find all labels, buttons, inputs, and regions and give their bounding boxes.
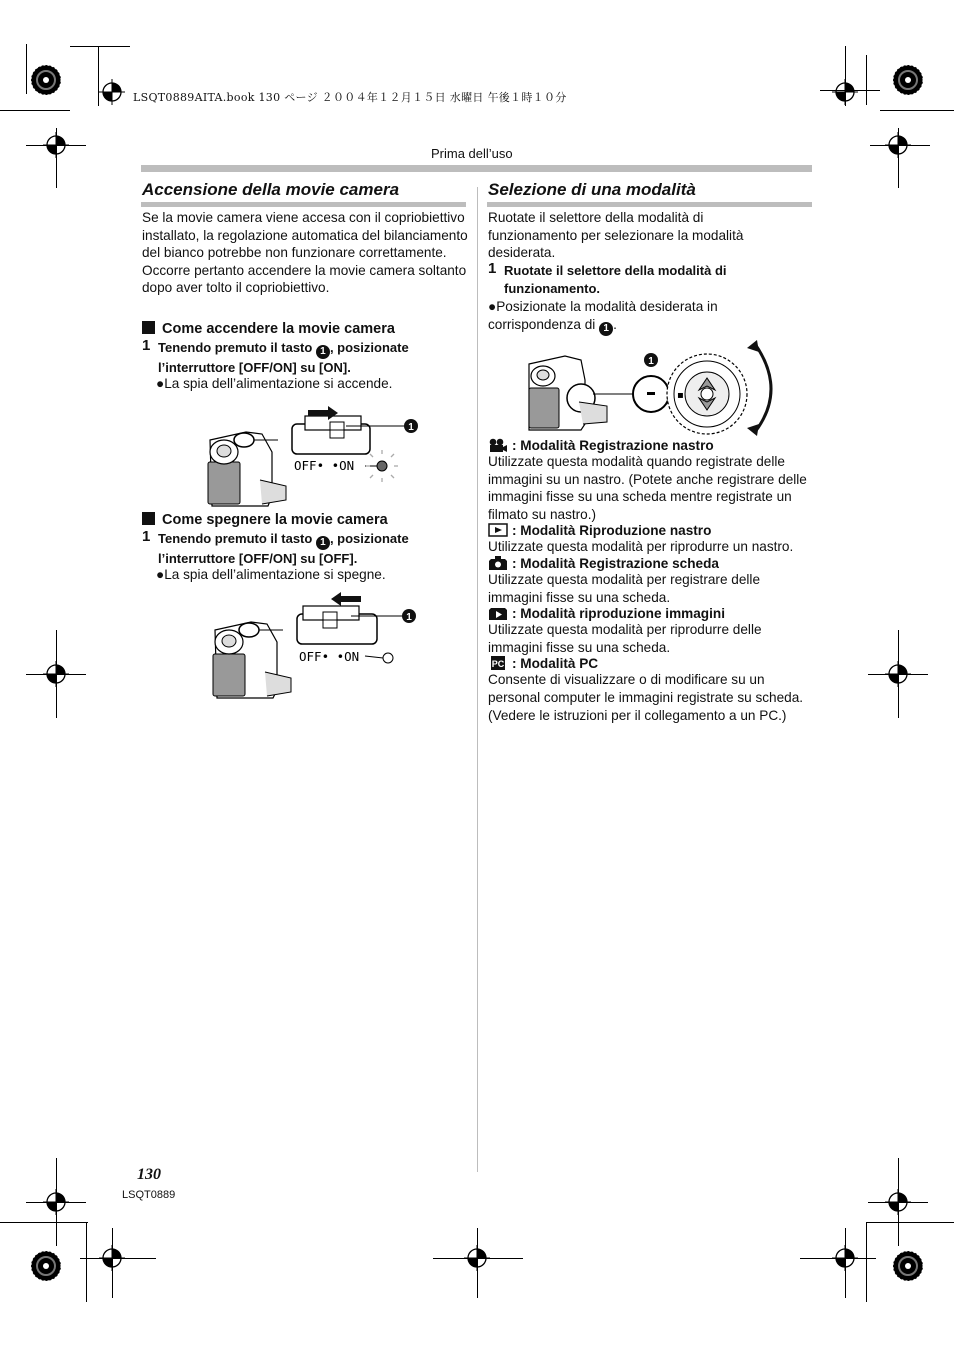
subheading-power-on: Come accendere la movie camera xyxy=(142,321,395,337)
section-title-mode: Selezione di una modalità xyxy=(488,180,696,199)
svg-text:▪: ▪ xyxy=(677,390,684,401)
title-underline xyxy=(141,202,466,207)
header-bar xyxy=(141,165,812,172)
step-power-on: 1 Tenendo premuto il tasto 1 , posizionate l’interruttore [OFF/ON] su [ON]. xyxy=(142,337,409,375)
svg-text:PC: PC xyxy=(491,659,505,670)
mode-item: PC : Modalità PC Consente di visualizzare o di modificare su un personal computer le immagini registrate su scheda. (Vedere le istruzioni per il collegamento a un PC.) xyxy=(488,656,816,724)
tape-play-icon xyxy=(488,523,508,537)
still-camera-icon xyxy=(488,556,508,570)
bullet-power-on: ●La spia dell’alimentazione si accende. xyxy=(156,376,393,391)
callout-1-icon: 1 xyxy=(316,536,330,550)
heading-square-icon xyxy=(142,512,155,525)
callout-1-label: 1 xyxy=(648,356,654,367)
pc-note: (Vedere le istruzioni per il collegamento a un PC.) xyxy=(488,707,787,723)
page-number: 130 xyxy=(137,1166,161,1183)
switch-label: OFF• •ON xyxy=(299,649,360,664)
print-file-info: LSQT0889AITA.book 130 ページ ２００４年１２月１５日 水曜日 午後１時１０分 xyxy=(133,91,567,104)
power-intro: Se la movie camera viene accesa con il copriobiettivo installato, la regolazione automatica del bilanciamento del bianco potrebbe non funzionare correttamente. Occorre pertanto accendere la movie camera soltanto dopo aver tolto il copriobiettivo. xyxy=(142,210,468,296)
callout-1-label: 1 xyxy=(408,422,414,433)
mode-item: : Modalità Registrazione scheda Utilizzate questa modalità per registrare delle immagini fisse su una scheda. xyxy=(488,555,761,605)
mode-intro: Ruotate il selettore della modalità di funzionamento per selezionare la modalità desiderata. xyxy=(488,210,744,261)
title-underline xyxy=(487,202,812,207)
mode-item: : Modalità riproduzione immagini Utilizzate questa modalità per riprodurre delle immagini fisse su una scheda. xyxy=(488,606,762,655)
card-play-icon xyxy=(488,606,508,620)
document-code: LSQT0889 xyxy=(122,1189,176,1201)
pc-icon xyxy=(488,656,508,670)
movie-camera-icon xyxy=(488,438,508,452)
mode-list xyxy=(488,438,816,724)
running-head: Prima dell’uso xyxy=(431,146,513,161)
step-rotate-dial: 1 Ruotate il selettore della modalità di funzionamento. xyxy=(488,260,727,296)
callout-1-label: 1 xyxy=(406,612,412,623)
subheading-power-off: Come spegnere la movie camera xyxy=(142,512,388,528)
bullet-mode: ●Posizionate la modalità desiderata in corrispondenza di 1 . xyxy=(488,299,718,334)
heading-square-icon xyxy=(142,321,155,334)
callout-1-icon: 1 xyxy=(316,345,330,359)
camera-switch-on-illustration xyxy=(200,400,430,510)
step-power-off: 1 Tenendo premuto il tasto 1 , posizionate l’interruttore [OFF/ON] su [OFF]. xyxy=(142,528,409,566)
callout-1-icon: 1 xyxy=(599,322,613,336)
section-title-power: Accensione della movie camera xyxy=(142,180,400,199)
camera-switch-off-illustration xyxy=(205,590,425,702)
mode-dial-illustration xyxy=(525,340,785,440)
mode-item: : Modalità Registrazione nastro Utilizzate questa modalità quando registrate delle immagini su un nastro. (Potete anche registrare delle immagini fisse su una scheda mentre registrate un filmato su nastro.) xyxy=(488,438,807,522)
bullet-power-off: ●La spia dell’alimentazione si spegne. xyxy=(156,567,386,582)
column-divider xyxy=(477,187,478,1172)
mode-item: : Modalità Riproduzione nastro Utilizzate questa modalità per riprodurre un nastro. xyxy=(488,523,794,555)
switch-label: OFF• •ON xyxy=(294,458,355,473)
